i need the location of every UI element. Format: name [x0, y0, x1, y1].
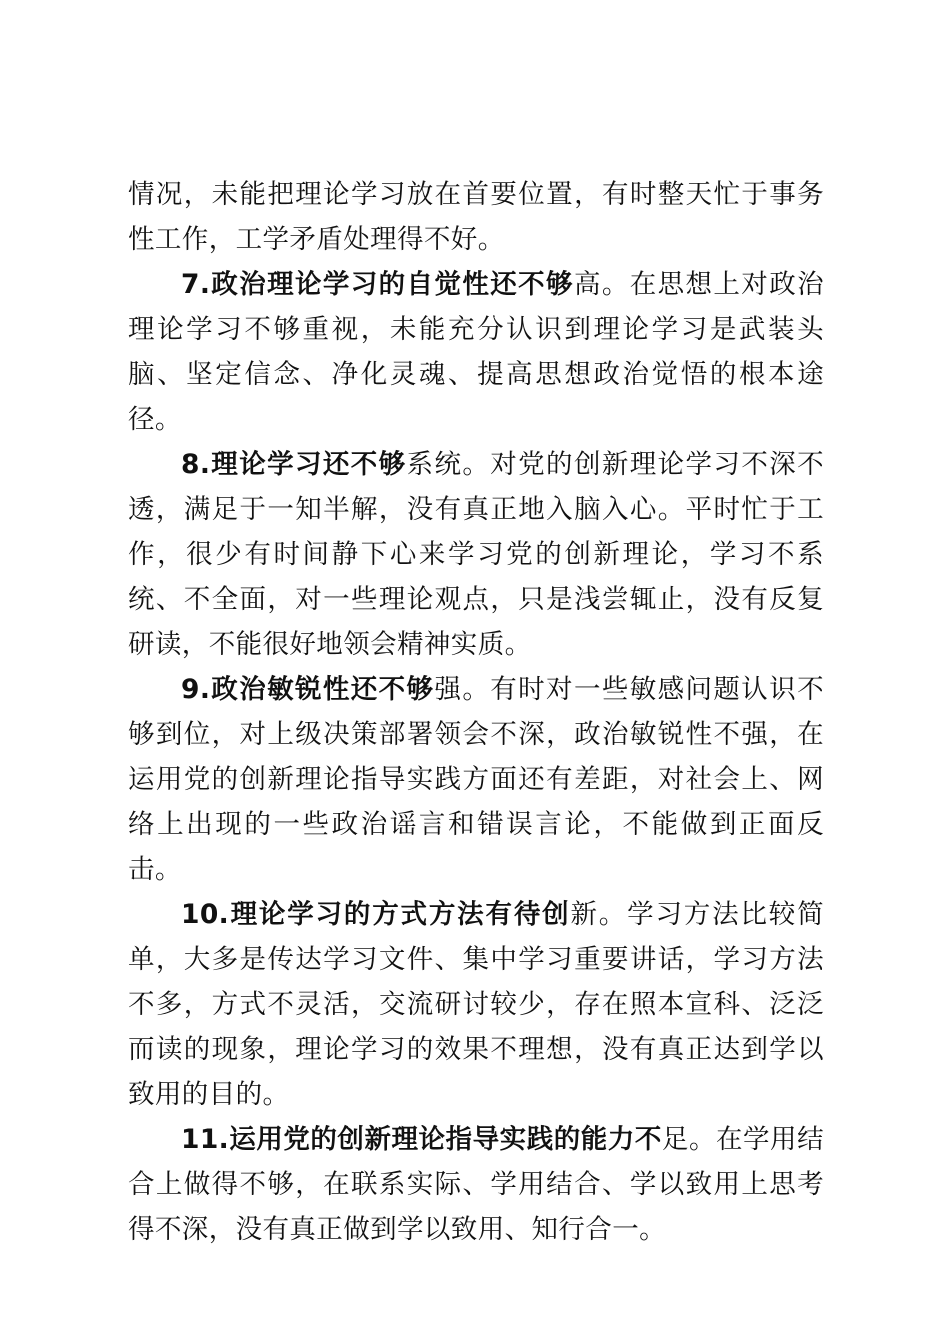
paragraph-item-11: [128, 1117, 824, 1252]
paragraph-heading: 9.政治敏锐性还不够: [181, 674, 435, 705]
paragraph-item-9: [128, 667, 824, 892]
paragraph-heading: 8.理论学习还不够: [181, 449, 407, 480]
document-body: [128, 172, 824, 1252]
paragraph-body: 系统。对党的创新理论学习不深不透，满足于一知半解，没有真正地入脑入心。平时忙于工作，很少有时间静下心来学习党的创新理论，学习不系统、不全面，对一些理论观点，只是浅尝辄止，没有反复研读，不能很好地领会精神实质。: [128, 449, 825, 660]
paragraph-item-7: [128, 262, 824, 442]
paragraph-body: 高。在思想上对政治理论学习不够重视，未能充分认识到理论学习是武装头脑、坚定信念、净化灵魂、提高思想政治觉悟的根本途径。: [128, 269, 824, 435]
paragraph-body: 情况，未能把理论学习放在首要位置，有时整天忙于事务性工作，工学矛盾处理得不好。: [128, 179, 824, 255]
paragraph-body: 强。有时对一些敏感问题认识不够到位，对上级决策部署领会不深，政治敏锐性不强，在运用党的创新理论指导实践方面还有差距，对社会上、网络上出现的一些政治谣言和错误言论，不能做到正面反击。: [128, 674, 824, 885]
paragraph-continuation: [128, 172, 824, 262]
paragraph-heading: 10.理论学习的方式方法有待创: [181, 899, 571, 930]
paragraph-body: 足。在学用结合上做得不够，在联系实际、学用结合、学以致用上思考得不深，没有真正做到学以致用、知行合一。: [128, 1124, 824, 1245]
paragraph-heading: 7.政治理论学习的自觉性还不够: [181, 269, 574, 300]
paragraph-heading: 11.运用党的创新理论指导实践的能力不: [181, 1124, 662, 1155]
paragraph-body: 新。学习方法比较简单，大多是传达学习文件、集中学习重要讲话，学习方法不多，方式不灵活，交流研讨较少，存在照本宣科、泛泛而读的现象，理论学习的效果不理想，没有真正达到学以致用的目的。: [128, 899, 824, 1110]
paragraph-item-10: [128, 892, 824, 1117]
paragraph-item-8: [128, 442, 824, 667]
